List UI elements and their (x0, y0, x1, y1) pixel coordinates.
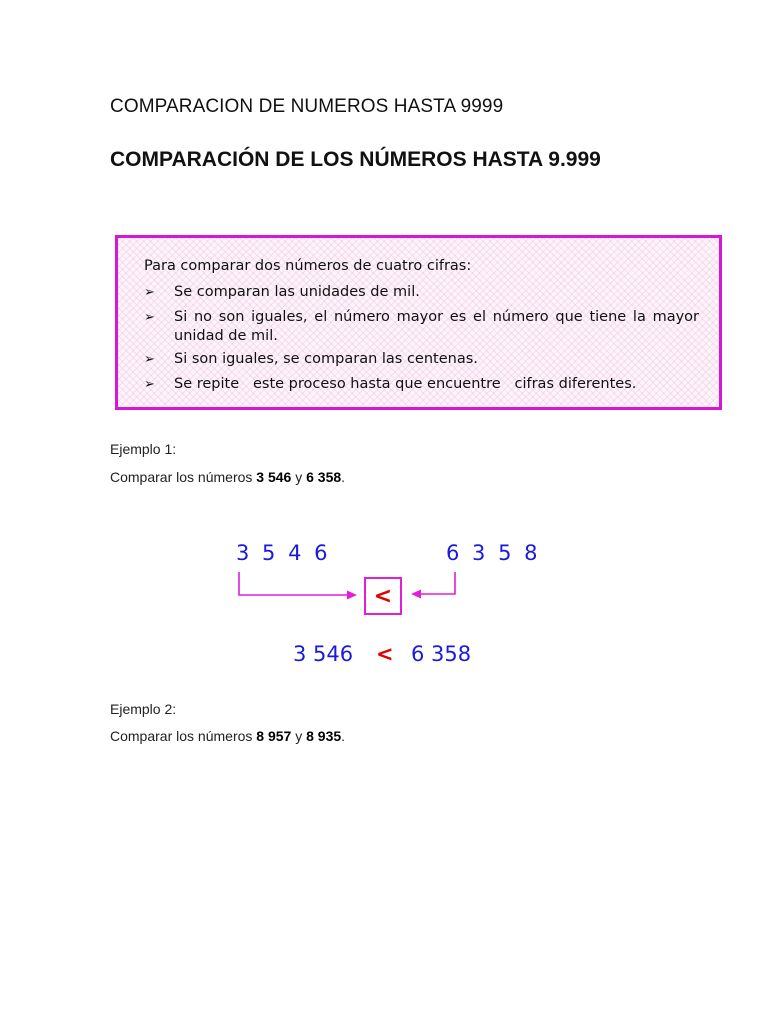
example-2-label: Ejemplo 2: (110, 701, 177, 717)
arrowhead-bullet-icon: ➢ (144, 377, 155, 392)
example-2-statement (110, 728, 345, 744)
right-connector-arrow (420, 572, 455, 594)
statement-prefix: Comparar los números (110, 728, 257, 744)
result-left-number: 3 546 (293, 642, 354, 666)
rule-intro: Para comparar dos números de cuatro cifras: (144, 258, 472, 274)
number-a: 8 957 (256, 728, 292, 744)
rule-item-text: Se comparan las unidades de mil. (174, 284, 420, 300)
result-sign: < (376, 642, 394, 666)
statement-suffix: . (341, 728, 346, 744)
number-b: 6 358 (306, 469, 342, 485)
right-number: 6 3 5 8 (446, 541, 541, 565)
left-number: 3 5 4 6 (236, 541, 331, 565)
left-connector-arrow (239, 572, 348, 595)
example-1-label: Ejemplo 1: (110, 441, 177, 457)
comparison-sign-box (364, 577, 402, 615)
rule-item-text: Si son iguales, se comparan las centenas. (174, 351, 478, 367)
statement-conjunction: y (291, 469, 307, 485)
rule-item-text: Si no son iguales, el número mayor es el número que tiene la mayor unidad de mil. (174, 309, 699, 344)
number-b: 8 935 (306, 728, 342, 744)
result-right-number: 6 358 (411, 642, 472, 666)
right-arrowhead-icon (411, 590, 421, 599)
rule-item-text: Se repite este proceso hasta que encuentre cifras diferentes. (174, 376, 637, 392)
number-a: 3 546 (256, 469, 292, 485)
section-heading: COMPARACIÓN DE LOS NÚMEROS HASTA 9.999 (110, 148, 601, 171)
page-title: COMPARACION DE NUMEROS HASTA 9999 (110, 96, 504, 117)
arrowhead-bullet-icon: ➢ (144, 285, 155, 300)
arrowhead-bullet-icon: ➢ (144, 352, 155, 367)
statement-prefix: Comparar los números (110, 469, 257, 485)
statement-conjunction: y (291, 728, 307, 744)
statement-suffix: . (341, 469, 346, 485)
comparison-sign: < (373, 583, 393, 609)
left-arrowhead-icon (347, 591, 357, 600)
arrowhead-bullet-icon: ➢ (144, 310, 155, 325)
